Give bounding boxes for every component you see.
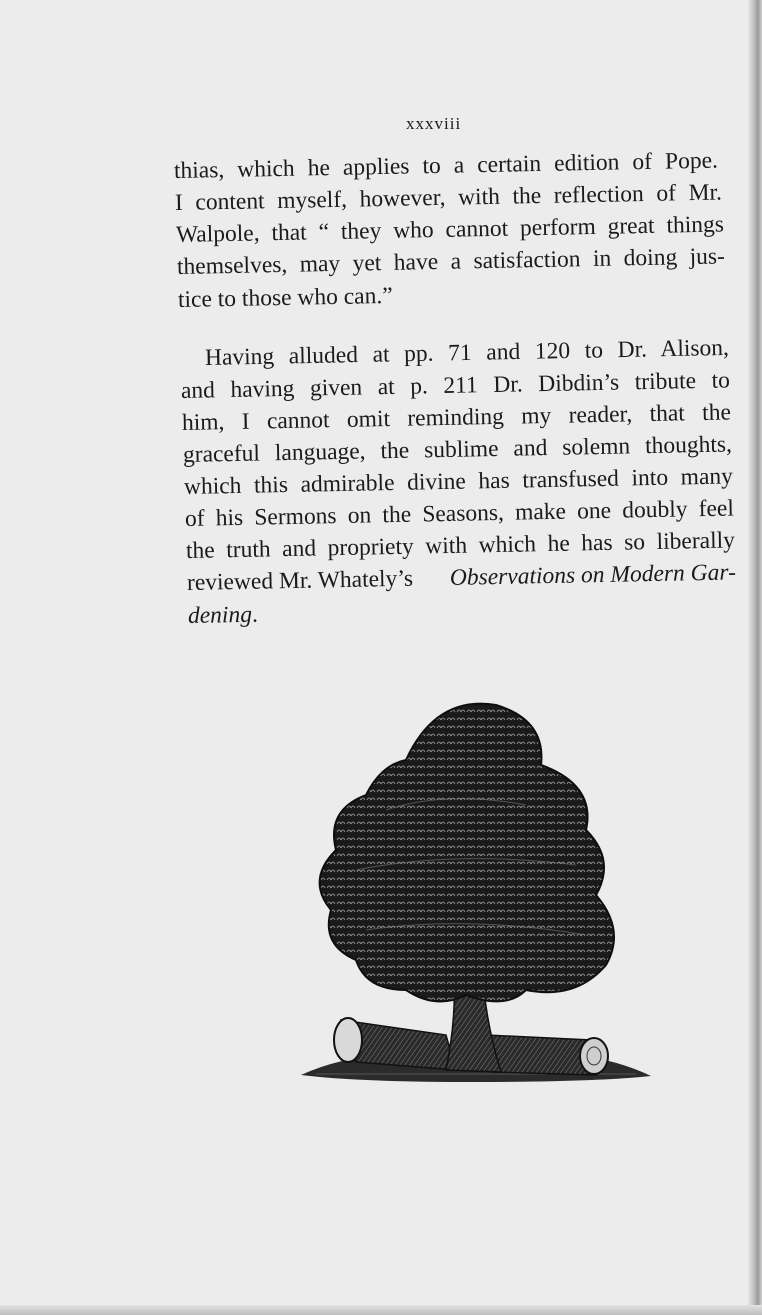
tree-engraving-icon	[296, 690, 656, 1090]
paragraph-line: and having given at p. 211 Dr. Dibdin’s tribute to	[180, 367, 731, 404]
book-title-italic: Observations on Modern Gar-	[449, 559, 737, 591]
paragraph-line: him, I cannot omit reminding my reader, that the	[181, 399, 732, 436]
paragraph-line: thias, which he applies to a certain edition of Pope.	[173, 147, 719, 184]
paragraph-line: I content myself, however, with the reflection of Mr.	[174, 179, 723, 216]
paragraph-line: themselves, may yet have a satisfaction in doing jus-	[176, 243, 726, 280]
paragraph-line: graceful language, the sublime and solemn thoughts,	[182, 431, 733, 468]
paragraph-line	[187, 601, 259, 629]
paragraph-line: Walpole, that “ they who cannot perform great things	[175, 211, 725, 248]
paragraph-line: the truth and propriety with which he has so liberally	[185, 527, 736, 564]
book-title-italic: dening	[187, 601, 253, 629]
page-edge-shadow	[748, 0, 762, 1315]
page-bottom-edge	[0, 1305, 762, 1315]
line-text: reviewed Mr. Whately’s	[186, 565, 420, 596]
paragraph-line: Having alluded at pp. 71 and 120 to Dr. Alison,	[204, 334, 730, 371]
page-number: xxxviii	[406, 114, 462, 133]
paragraph-line: tice to those who can.”	[177, 282, 393, 313]
paragraph-line: of his Sermons on the Seasons, make one doubly feel	[184, 495, 735, 532]
paragraph-line	[187, 561, 736, 595]
line-text: .	[251, 601, 259, 628]
paragraph-line: which this admirable divine has transfused into many	[183, 463, 734, 500]
